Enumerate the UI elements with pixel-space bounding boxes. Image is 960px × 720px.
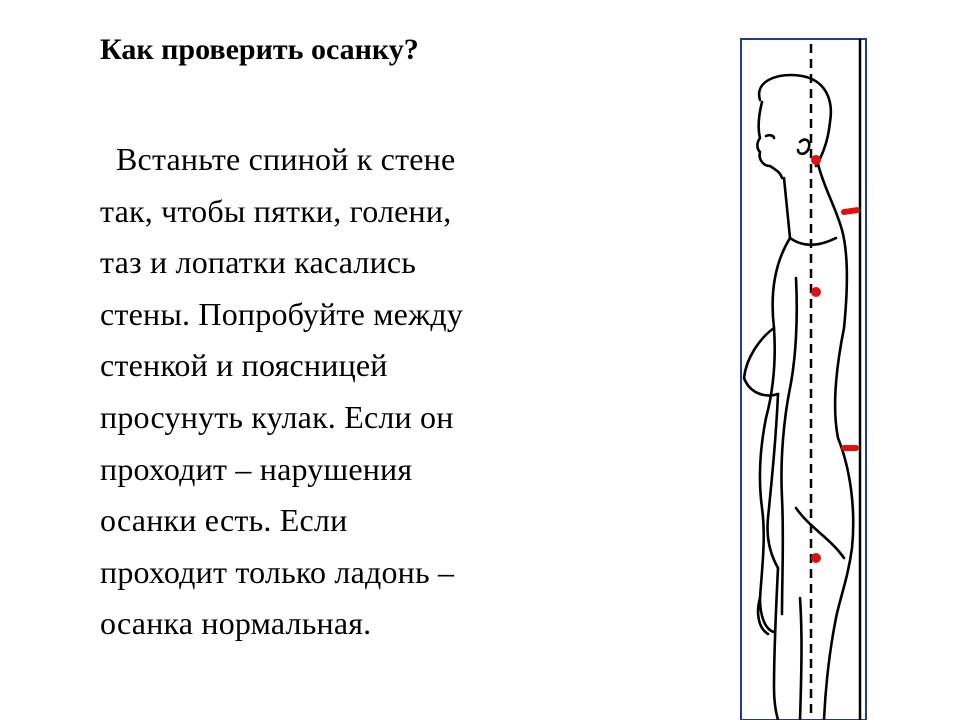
instruction-line: Встаньте спиной к стене — [116, 141, 456, 177]
instruction-line: просунуть кулак. Если он — [100, 398, 454, 435]
instruction-line: стенкой и поясницей — [100, 347, 388, 384]
instruction-line: проходит только ладонь – — [100, 553, 455, 590]
instruction-line: проходит – нарушения — [100, 450, 413, 487]
contact-markers — [811, 155, 858, 563]
body-outline — [744, 75, 853, 720]
marker-shoulder-blade — [844, 210, 858, 212]
instruction-line: таз и лопатки касались — [100, 244, 417, 281]
instruction-line: осанки есть. Если — [100, 502, 348, 539]
marker-hip — [811, 553, 821, 563]
instruction-line: стены. Попробуйте между — [100, 295, 464, 332]
instruction-text — [100, 134, 620, 650]
slide-title: Как проверить осанку? — [100, 33, 419, 66]
marker-upper-back — [811, 287, 821, 297]
instruction-line: так, чтобы пятки, голени, — [100, 192, 452, 229]
posture-figure — [740, 38, 868, 720]
instruction-line: осанка нормальная. — [100, 605, 372, 642]
posture-illustration — [740, 38, 868, 720]
marker-head — [811, 155, 821, 165]
